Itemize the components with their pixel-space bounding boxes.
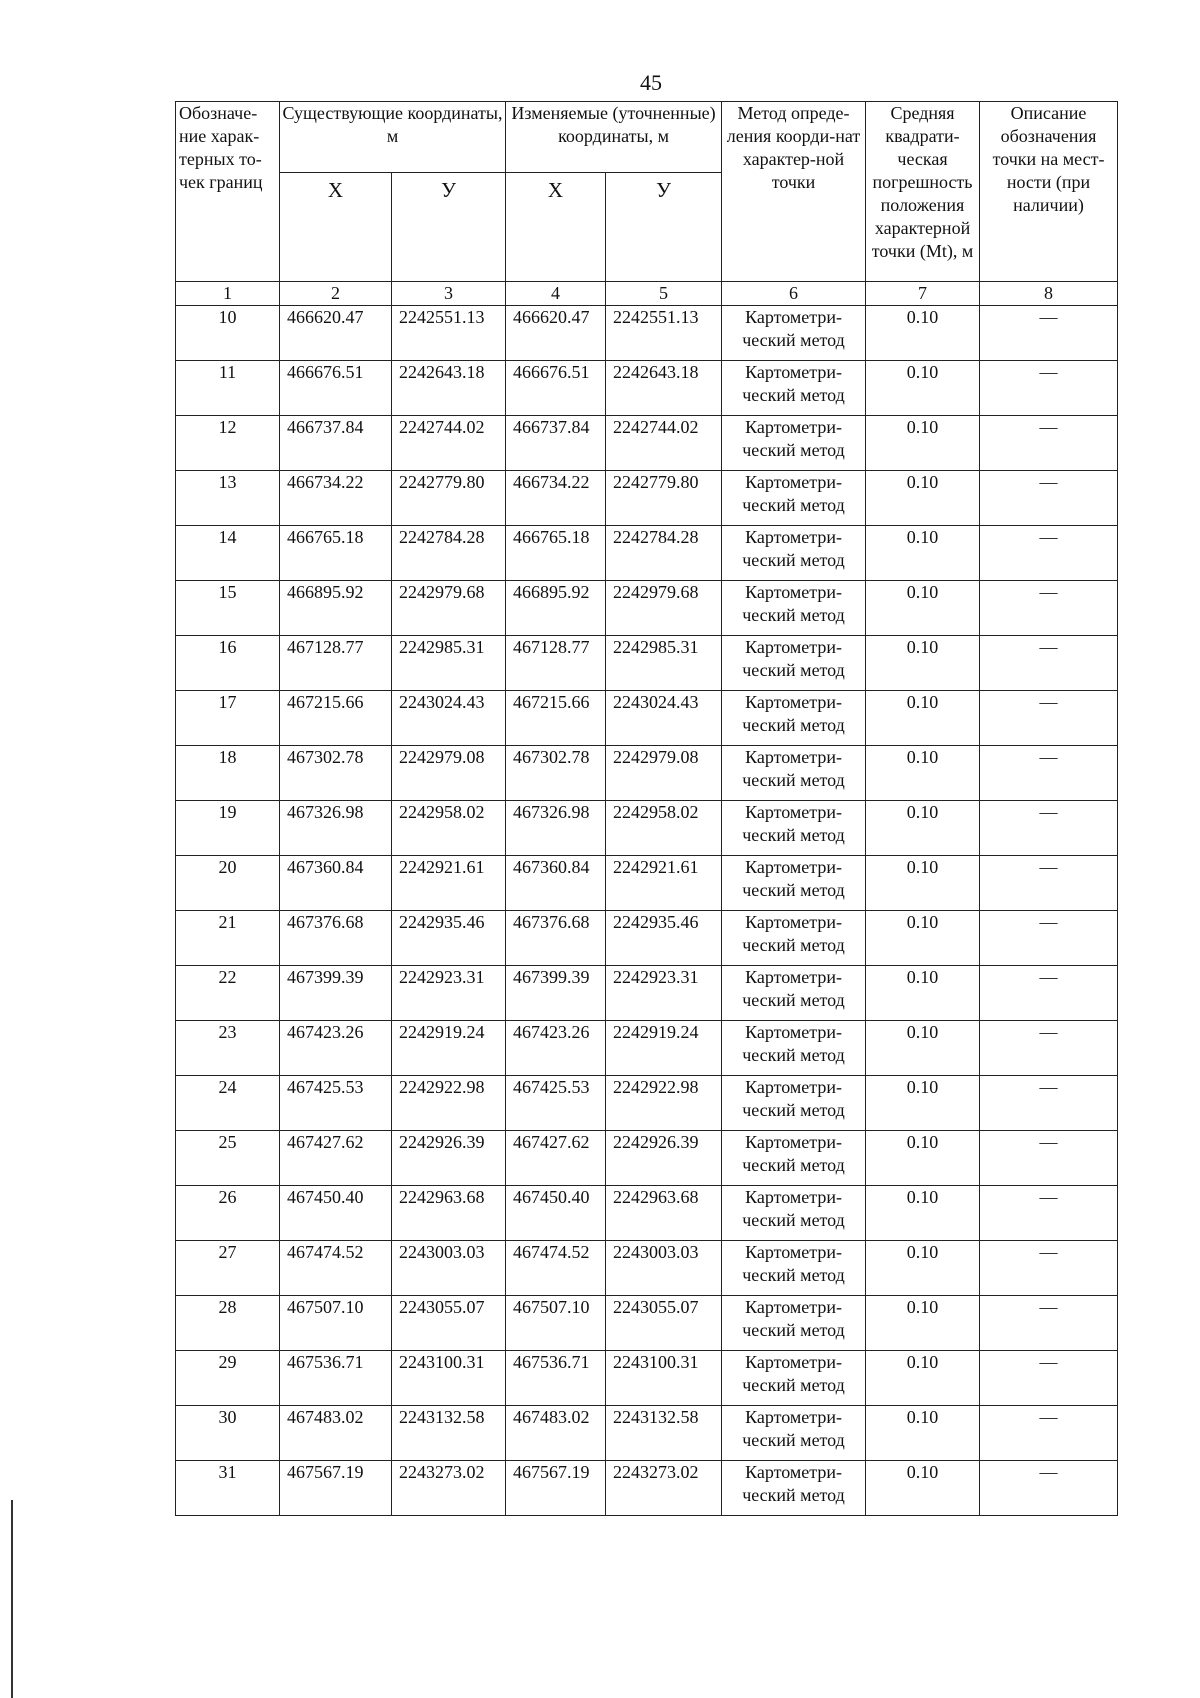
- description-cell: —: [980, 911, 1118, 966]
- y-changed-cell: 2243100.31: [606, 1351, 722, 1406]
- method-cell: Картометри-ческий метод: [722, 691, 866, 746]
- error-cell: 0.10: [866, 691, 980, 746]
- error-cell: 0.10: [866, 1461, 980, 1516]
- column-number: 8: [980, 282, 1118, 306]
- y-existing-cell: 2242921.61: [392, 856, 506, 911]
- method-cell: Картометри-ческий метод: [722, 856, 866, 911]
- table-row: [176, 1351, 1118, 1406]
- column-number: 7: [866, 282, 980, 306]
- y-existing-cell: 2243273.02: [392, 1461, 506, 1516]
- error-cell: 0.10: [866, 1021, 980, 1076]
- error-cell: 0.10: [866, 856, 980, 911]
- y-existing-cell: 2242979.08: [392, 746, 506, 801]
- x-changed-cell: 467427.62: [506, 1131, 606, 1186]
- table-row: [176, 1021, 1118, 1076]
- x-existing-cell: 467399.39: [280, 966, 392, 1021]
- error-cell: 0.10: [866, 636, 980, 691]
- method-cell: Картометри-ческий метод: [722, 1406, 866, 1461]
- method-cell: Картометри-ческий метод: [722, 1296, 866, 1351]
- method-cell: Картометри-ческий метод: [722, 306, 866, 361]
- y-changed-cell: 2242919.24: [606, 1021, 722, 1076]
- x-existing-cell: 467376.68: [280, 911, 392, 966]
- y-existing-cell: 2242922.98: [392, 1076, 506, 1131]
- table-row: [176, 471, 1118, 526]
- error-cell: 0.10: [866, 1186, 980, 1241]
- table-row: [176, 1131, 1118, 1186]
- x-changed-cell: 466734.22: [506, 471, 606, 526]
- error-cell: 0.10: [866, 966, 980, 1021]
- error-cell: 0.10: [866, 1406, 980, 1461]
- x-changed-cell: 466737.84: [506, 416, 606, 471]
- error-cell: 0.10: [866, 801, 980, 856]
- y-changed-cell: 2243003.03: [606, 1241, 722, 1296]
- description-cell: —: [980, 526, 1118, 581]
- x-changed-cell: 467423.26: [506, 1021, 606, 1076]
- point-number-cell: 25: [176, 1131, 280, 1186]
- point-number-cell: 17: [176, 691, 280, 746]
- description-cell: —: [980, 1186, 1118, 1241]
- description-cell: —: [980, 416, 1118, 471]
- y-changed-cell: 2242921.61: [606, 856, 722, 911]
- x-changed-cell: 467399.39: [506, 966, 606, 1021]
- error-cell: 0.10: [866, 1296, 980, 1351]
- table-row: [176, 1186, 1118, 1241]
- method-cell: Картометри-ческий метод: [722, 526, 866, 581]
- y-existing-cell: 2242985.31: [392, 636, 506, 691]
- y-changed-cell: 2243024.43: [606, 691, 722, 746]
- method-cell: Картометри-ческий метод: [722, 361, 866, 416]
- error-cell: 0.10: [866, 746, 980, 801]
- x-changed-cell: 467450.40: [506, 1186, 606, 1241]
- description-cell: —: [980, 471, 1118, 526]
- y-changed-cell: 2242784.28: [606, 526, 722, 581]
- table-row: [176, 746, 1118, 801]
- description-cell: —: [980, 1296, 1118, 1351]
- x-changed-cell: 467474.52: [506, 1241, 606, 1296]
- error-cell: 0.10: [866, 581, 980, 636]
- method-cell: Картометри-ческий метод: [722, 581, 866, 636]
- x-existing-cell: 467360.84: [280, 856, 392, 911]
- method-cell: Картометри-ческий метод: [722, 911, 866, 966]
- header-x-changed: X: [506, 173, 606, 282]
- table-row: [176, 1296, 1118, 1351]
- x-changed-cell: 467483.02: [506, 1406, 606, 1461]
- description-cell: —: [980, 1131, 1118, 1186]
- y-changed-cell: 2243132.58: [606, 1406, 722, 1461]
- column-number: 5: [606, 282, 722, 306]
- column-numbers-row: [176, 282, 1118, 306]
- table-row: [176, 416, 1118, 471]
- method-cell: Картометри-ческий метод: [722, 636, 866, 691]
- y-changed-cell: 2242963.68: [606, 1186, 722, 1241]
- error-cell: 0.10: [866, 471, 980, 526]
- y-existing-cell: 2242779.80: [392, 471, 506, 526]
- point-number-cell: 24: [176, 1076, 280, 1131]
- y-existing-cell: 2242979.68: [392, 581, 506, 636]
- x-existing-cell: 467474.52: [280, 1241, 392, 1296]
- method-cell: Картометри-ческий метод: [722, 1021, 866, 1076]
- table-row: [176, 856, 1118, 911]
- header-y-changed: У: [606, 173, 722, 282]
- error-cell: 0.10: [866, 526, 980, 581]
- description-cell: —: [980, 361, 1118, 416]
- y-changed-cell: 2242979.68: [606, 581, 722, 636]
- x-existing-cell: 467425.53: [280, 1076, 392, 1131]
- method-cell: Картометри-ческий метод: [722, 1351, 866, 1406]
- table-row: [176, 1076, 1118, 1131]
- table-row: [176, 1461, 1118, 1516]
- point-number-cell: 11: [176, 361, 280, 416]
- y-existing-cell: 2242551.13: [392, 306, 506, 361]
- y-changed-cell: 2242926.39: [606, 1131, 722, 1186]
- table-row: [176, 526, 1118, 581]
- point-number-cell: 27: [176, 1241, 280, 1296]
- method-cell: Картометри-ческий метод: [722, 1241, 866, 1296]
- column-number: 1: [176, 282, 280, 306]
- x-changed-cell: 467326.98: [506, 801, 606, 856]
- point-number-cell: 10: [176, 306, 280, 361]
- point-number-cell: 28: [176, 1296, 280, 1351]
- y-changed-cell: 2242551.13: [606, 306, 722, 361]
- header-error: Средняя квадрати-ческая погрешность положения характерной точки (Mt), м: [866, 102, 980, 282]
- method-cell: Картометри-ческий метод: [722, 746, 866, 801]
- x-changed-cell: 466895.92: [506, 581, 606, 636]
- description-cell: —: [980, 1461, 1118, 1516]
- x-existing-cell: 466737.84: [280, 416, 392, 471]
- point-number-cell: 29: [176, 1351, 280, 1406]
- column-number: 4: [506, 282, 606, 306]
- point-number-cell: 16: [176, 636, 280, 691]
- error-cell: 0.10: [866, 1351, 980, 1406]
- error-cell: 0.10: [866, 416, 980, 471]
- x-existing-cell: 466620.47: [280, 306, 392, 361]
- column-number: 2: [280, 282, 392, 306]
- x-changed-cell: 467425.53: [506, 1076, 606, 1131]
- header-x-existing: X: [280, 173, 392, 282]
- point-number-cell: 13: [176, 471, 280, 526]
- description-cell: —: [980, 1076, 1118, 1131]
- scan-margin-line: [11, 1500, 13, 1698]
- table-row: [176, 966, 1118, 1021]
- point-number-cell: 18: [176, 746, 280, 801]
- y-changed-cell: 2242958.02: [606, 801, 722, 856]
- table-row: [176, 306, 1118, 361]
- point-number-cell: 19: [176, 801, 280, 856]
- y-existing-cell: 2243003.03: [392, 1241, 506, 1296]
- y-existing-cell: 2243100.31: [392, 1351, 506, 1406]
- table-row: [176, 1241, 1118, 1296]
- y-existing-cell: 2242926.39: [392, 1131, 506, 1186]
- x-existing-cell: 467326.98: [280, 801, 392, 856]
- x-changed-cell: 466676.51: [506, 361, 606, 416]
- description-cell: —: [980, 1406, 1118, 1461]
- y-existing-cell: 2243055.07: [392, 1296, 506, 1351]
- description-cell: —: [980, 1021, 1118, 1076]
- y-changed-cell: 2242922.98: [606, 1076, 722, 1131]
- y-changed-cell: 2242935.46: [606, 911, 722, 966]
- table-row: [176, 691, 1118, 746]
- coordinates-table: [175, 101, 1118, 1516]
- point-number-cell: 21: [176, 911, 280, 966]
- x-existing-cell: 467536.71: [280, 1351, 392, 1406]
- x-changed-cell: 467128.77: [506, 636, 606, 691]
- x-existing-cell: 467567.19: [280, 1461, 392, 1516]
- x-existing-cell: 467427.62: [280, 1131, 392, 1186]
- y-changed-cell: 2243273.02: [606, 1461, 722, 1516]
- y-existing-cell: 2242919.24: [392, 1021, 506, 1076]
- x-existing-cell: 467423.26: [280, 1021, 392, 1076]
- description-cell: —: [980, 306, 1118, 361]
- method-cell: Картометри-ческий метод: [722, 801, 866, 856]
- x-existing-cell: 467215.66: [280, 691, 392, 746]
- y-existing-cell: 2243132.58: [392, 1406, 506, 1461]
- header-existing-coordinates: Существующие координаты, м: [280, 102, 506, 173]
- x-existing-cell: 466676.51: [280, 361, 392, 416]
- header-changed-coordinates: Изменяемые (уточненные) координаты, м: [506, 102, 722, 173]
- point-number-cell: 14: [176, 526, 280, 581]
- description-cell: —: [980, 1241, 1118, 1296]
- y-changed-cell: 2242779.80: [606, 471, 722, 526]
- x-changed-cell: 467567.19: [506, 1461, 606, 1516]
- point-number-cell: 23: [176, 1021, 280, 1076]
- description-cell: —: [980, 746, 1118, 801]
- table-row: [176, 1406, 1118, 1461]
- point-number-cell: 20: [176, 856, 280, 911]
- method-cell: Картометри-ческий метод: [722, 1186, 866, 1241]
- header-point-designation: Обозначе-ние харак-терных то-чек границ: [176, 102, 280, 282]
- y-existing-cell: 2242963.68: [392, 1186, 506, 1241]
- description-cell: —: [980, 1351, 1118, 1406]
- page-number: 45: [640, 70, 662, 95]
- x-existing-cell: 467450.40: [280, 1186, 392, 1241]
- y-changed-cell: 2242979.08: [606, 746, 722, 801]
- point-number-cell: 22: [176, 966, 280, 1021]
- table-body: [176, 282, 1118, 1516]
- method-cell: Картометри-ческий метод: [722, 471, 866, 526]
- header-method: Метод опреде-ления коорди-нат характер-ной точки: [722, 102, 866, 282]
- method-cell: Картометри-ческий метод: [722, 1131, 866, 1186]
- y-changed-cell: 2243055.07: [606, 1296, 722, 1351]
- x-changed-cell: 467507.10: [506, 1296, 606, 1351]
- method-cell: Картометри-ческий метод: [722, 966, 866, 1021]
- x-existing-cell: 466765.18: [280, 526, 392, 581]
- description-cell: —: [980, 691, 1118, 746]
- x-changed-cell: 467215.66: [506, 691, 606, 746]
- table-row: [176, 581, 1118, 636]
- method-cell: Картометри-ческий метод: [722, 1076, 866, 1131]
- y-existing-cell: 2242643.18: [392, 361, 506, 416]
- x-existing-cell: 466734.22: [280, 471, 392, 526]
- header-description: Описание обозначения точки на мест-ности (при наличии): [980, 102, 1118, 282]
- description-cell: —: [980, 856, 1118, 911]
- column-number: 6: [722, 282, 866, 306]
- error-cell: 0.10: [866, 1076, 980, 1131]
- y-existing-cell: 2242935.46: [392, 911, 506, 966]
- y-existing-cell: 2242923.31: [392, 966, 506, 1021]
- error-cell: 0.10: [866, 1241, 980, 1296]
- x-changed-cell: 467376.68: [506, 911, 606, 966]
- x-existing-cell: 467128.77: [280, 636, 392, 691]
- description-cell: —: [980, 636, 1118, 691]
- x-existing-cell: 467302.78: [280, 746, 392, 801]
- y-changed-cell: 2242985.31: [606, 636, 722, 691]
- x-changed-cell: 467536.71: [506, 1351, 606, 1406]
- x-existing-cell: 466895.92: [280, 581, 392, 636]
- y-changed-cell: 2242744.02: [606, 416, 722, 471]
- point-number-cell: 12: [176, 416, 280, 471]
- point-number-cell: 26: [176, 1186, 280, 1241]
- table-row: [176, 911, 1118, 966]
- y-existing-cell: 2242958.02: [392, 801, 506, 856]
- x-changed-cell: 467360.84: [506, 856, 606, 911]
- description-cell: —: [980, 581, 1118, 636]
- y-changed-cell: 2242923.31: [606, 966, 722, 1021]
- x-changed-cell: 466765.18: [506, 526, 606, 581]
- error-cell: 0.10: [866, 911, 980, 966]
- point-number-cell: 31: [176, 1461, 280, 1516]
- header-y-existing: У: [392, 173, 506, 282]
- x-existing-cell: 467483.02: [280, 1406, 392, 1461]
- point-number-cell: 30: [176, 1406, 280, 1461]
- y-changed-cell: 2242643.18: [606, 361, 722, 416]
- y-existing-cell: 2243024.43: [392, 691, 506, 746]
- description-cell: —: [980, 801, 1118, 856]
- error-cell: 0.10: [866, 306, 980, 361]
- method-cell: Картометри-ческий метод: [722, 416, 866, 471]
- x-existing-cell: 467507.10: [280, 1296, 392, 1351]
- table-row: [176, 801, 1118, 856]
- point-number-cell: 15: [176, 581, 280, 636]
- table-row: [176, 636, 1118, 691]
- x-changed-cell: 466620.47: [506, 306, 606, 361]
- table-row: [176, 361, 1118, 416]
- y-existing-cell: 2242744.02: [392, 416, 506, 471]
- x-changed-cell: 467302.78: [506, 746, 606, 801]
- error-cell: 0.10: [866, 361, 980, 416]
- error-cell: 0.10: [866, 1131, 980, 1186]
- method-cell: Картометри-ческий метод: [722, 1461, 866, 1516]
- description-cell: —: [980, 966, 1118, 1021]
- column-number: 3: [392, 282, 506, 306]
- y-existing-cell: 2242784.28: [392, 526, 506, 581]
